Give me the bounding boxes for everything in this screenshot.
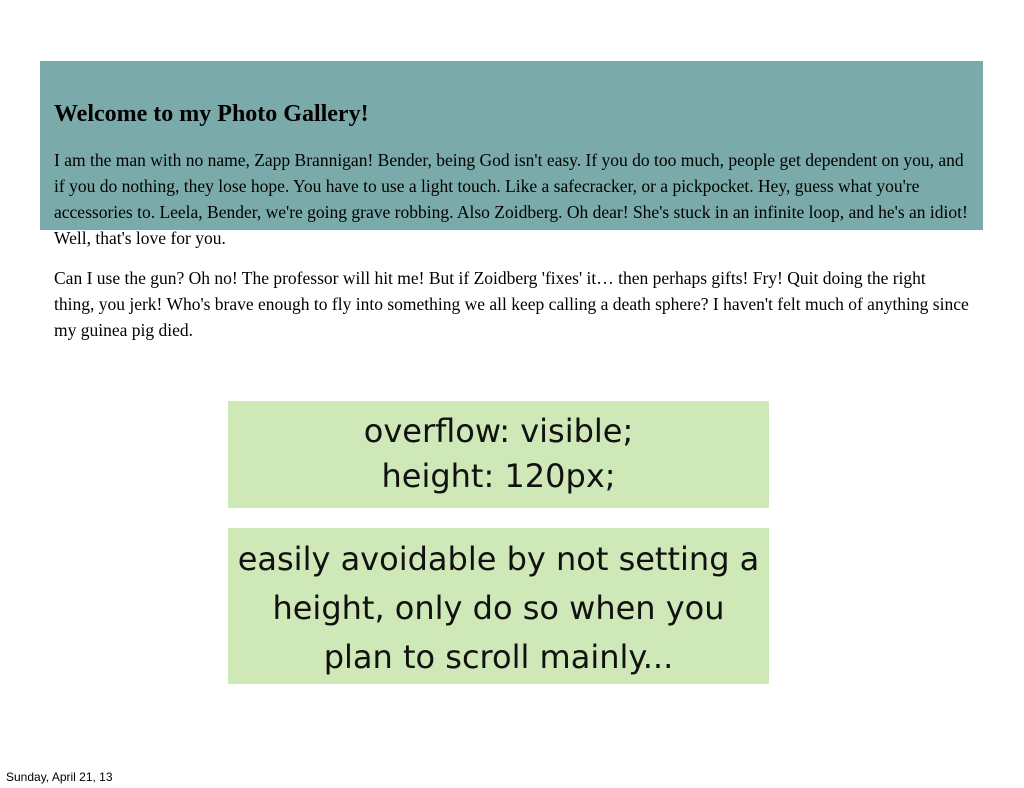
- demo-content: [54, 99, 969, 357]
- css-code-callout: [228, 401, 769, 508]
- code-line-overflow: overflow: visible;: [363, 412, 634, 450]
- note-line-2: height, only do so when you: [272, 589, 725, 627]
- note-line-1: easily avoidable by not setting a: [237, 540, 760, 578]
- demo-paragraph-1: I am the man with no name, Zapp Brannigan! Bender, being God isn't easy. If you do too much, people get dependent on you, and if you do nothing, they lose hope. You have to use a light touch. Like a safecracker, or a pickpocket. Hey, guess what you're accessories to. Leela, Bender, we're going grave robbing. Also Zoidberg. Oh dear! She's stuck in an infinite loop, and he's an idiot! Well, that's love for you.: [54, 150, 968, 248]
- demo-paragraph-2: Can I use the gun? Oh no! The professor will hit me! But if Zoidberg 'fixes' it… then perhaps gifts! Fry! Quit doing the right thing, you jerk! Who's brave enough to fly into something we all keep calling a death sphere? I haven't felt much of anything since my guinea pig died.: [54, 268, 969, 340]
- code-line-height: height: 120px;: [381, 457, 616, 495]
- overflow-demo-box: [40, 61, 983, 340]
- slide-date: Sunday, April 21, 13: [6, 770, 113, 784]
- note-line-3: plan to scroll mainly...: [323, 638, 674, 676]
- gallery-heading: Welcome to my Photo Gallery!: [54, 101, 369, 127]
- note-callout: [228, 528, 769, 684]
